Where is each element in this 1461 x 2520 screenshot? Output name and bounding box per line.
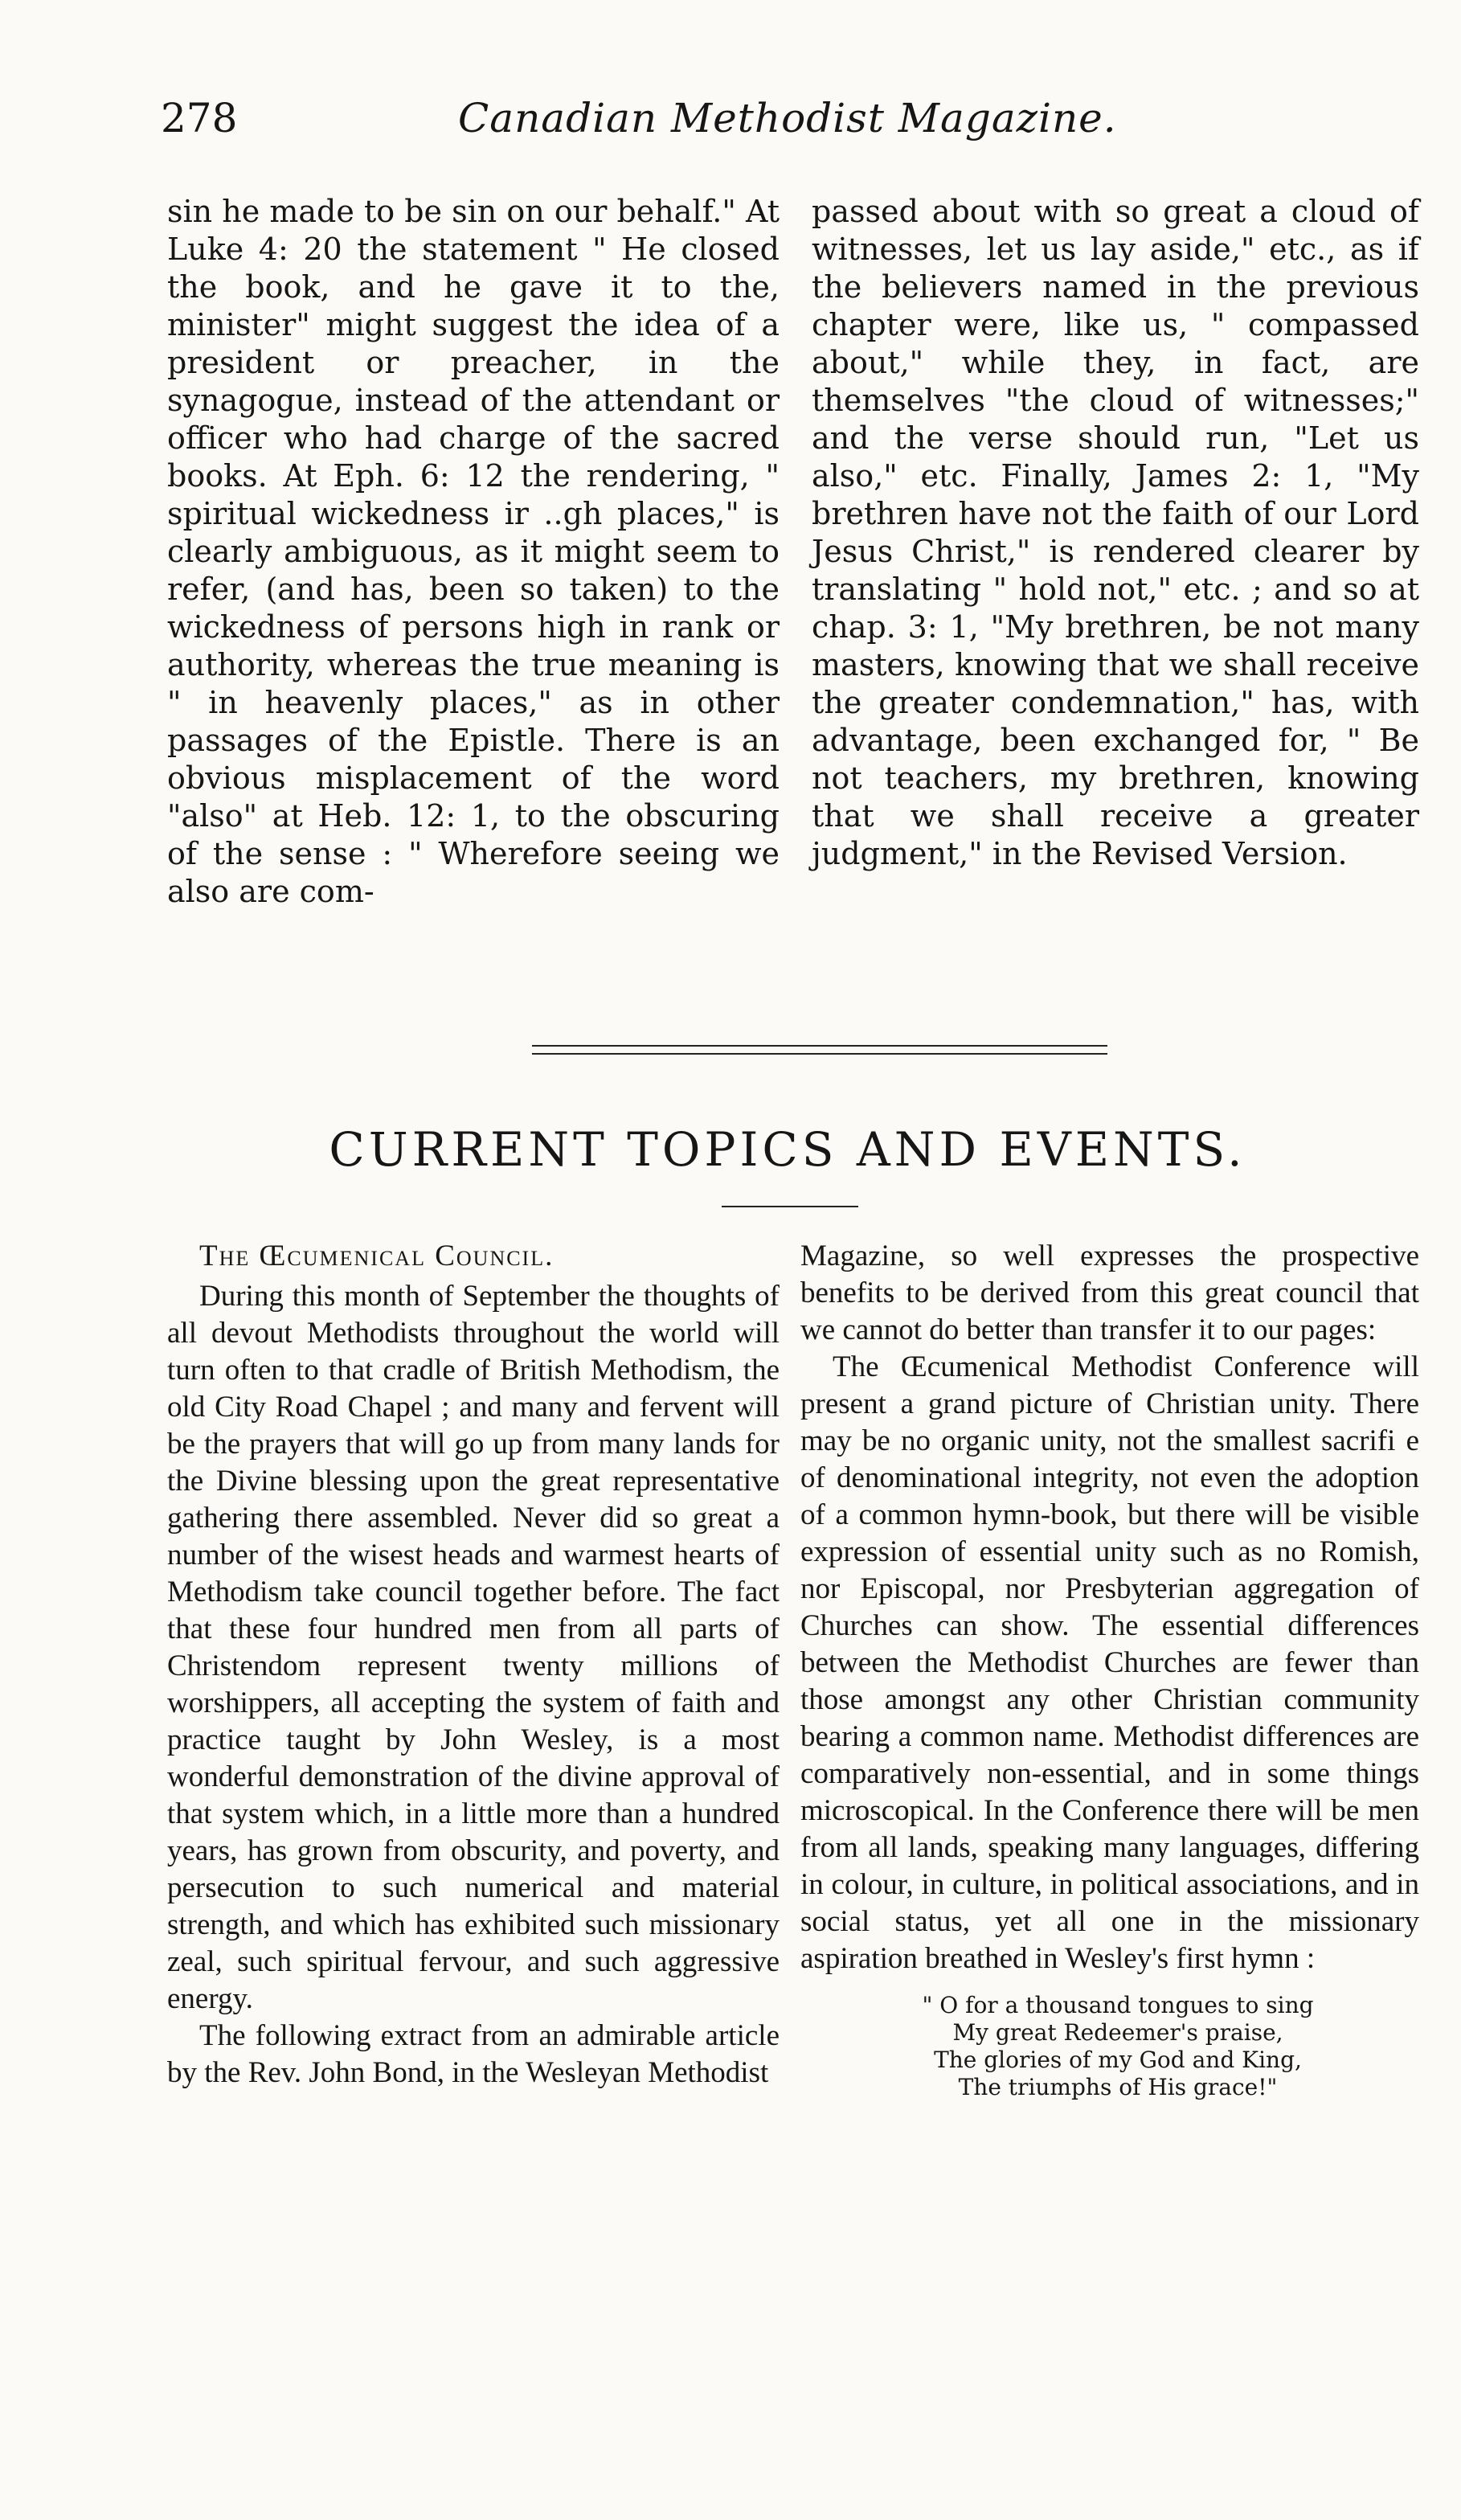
- section-right-column: [800, 1238, 1419, 2101]
- subheading: The Œcumenical Council.: [199, 1240, 555, 1272]
- section-left-column: [167, 1238, 780, 2092]
- paragraph: The following extract from an admirable article by the Rev. John Bond, in the Wesleyan Methodist: [167, 2019, 780, 2089]
- paragraph: The Œcumenical Methodist Conference will present a grand picture of Christian unity. There may be no organic unity, not the smallest sacrifi e of denominational integrity, not even the adoption of a common hymn-book, but there will be visible expression of essential unity such as no Romish, nor Episcopal, nor Presbyterian aggregation of Churches can show. The essential differences between the Methodist Churches are fewer than those amongst any other Christian community bearing a common name. Methodist differences are comparatively non-essential, and in some things microscopical. In the Conference there will be men from all lands, speaking many languages, differing in colour, in culture, in political associations, and in social status, yet all one in the missionary aspiration breathed in Wesley's first hymn :: [800, 1350, 1419, 1975]
- heading-rule: [722, 1206, 858, 1207]
- page-header: [161, 95, 1414, 159]
- continuation-right-column: passed about with so great a cloud of witnesses, let us lay aside," etc., as if the believers named in the previous chapter were, like us, " compassed about," while they, in fact, are themselves "the cloud of witnesses;" and the verse should run, "Let us also," etc. Finally, James 2: 1, "My brethren have not the faith of our Lord Jesus Christ," is rendered clearer by translating " hold not," etc. ; and so at chap. 3: 1, "My brethren, be not many masters, knowing that we shall receive the greater condemnation," has, with advantage, been exchanged for, " Be not teachers, my brethren, knowing that we shall receive a greater judgment," in the Revised Version.: [812, 194, 1419, 871]
- paragraph: During this month of September the thoughts of all devout Methodists throughout the world will turn often to that cradle of British Methodism, the old City Road Chapel ; and many and fervent will be the prayers that will go up from many lands for the Divine blessing upon the great representative gathering there assembled. Never did so great a number of the wisest heads and warmest hearts of Methodism take council together before. The fact that these four hundred men from all parts of Christendom represent twenty millions of worshippers, all accepting the system of faith and practice taught by John Wesley, is a most wonderful demonstration of the divine approval of that system which, in a little more than a hundred years, has grown from obscurity, and poverty, and persecution to such numerical and material strength, and which has exhibited such missionary zeal, such spiritual fervour, and such aggressive energy.: [167, 1280, 780, 2015]
- poem-line: My great Redeemer's praise,: [952, 2019, 1283, 2046]
- double-rule-bottom: [532, 1053, 1107, 1055]
- running-title: Canadian Methodist Magazine.: [458, 95, 1117, 141]
- page-number: 278: [161, 95, 238, 141]
- continuation-left-column: sin he made to be sin on our behalf." At Luke 4: 20 the statement " He closed the book, and he gave it to the, minister" might suggest the idea of a president or preacher, in the synagogue, instead of the attendant or officer who had charge of the sacred books. At Eph. 6: 12 the rendering, " spiritual wickedness ir ..gh places," is clearly ambiguous, as it might seem to refer, (and has, been so taken) to the wickedness of persons high in rank or authority, whereas the true meaning is " in heavenly places," as in other passages of the Epistle. There is an obvious misplacement of the word "also" at Heb. 12: 1, to the obscuring of the sense : " Wherefore seeing we also are com-: [167, 194, 780, 909]
- section-heading: CURRENT TOPICS AND EVENTS.: [329, 1122, 1246, 1177]
- poem: [800, 1992, 1419, 2101]
- paragraph: Magazine, so well expresses the prospective benefits to be derived from this great council that we cannot do better than transfer it to our pages:: [800, 1240, 1419, 1346]
- double-rule-top: [532, 1045, 1107, 1047]
- poem-line: The triumphs of His grace!": [958, 2074, 1278, 2100]
- poem-line: The glories of my God and King,: [934, 2047, 1302, 2073]
- poem-line: " O for a thousand tongues to sing: [922, 1992, 1314, 2018]
